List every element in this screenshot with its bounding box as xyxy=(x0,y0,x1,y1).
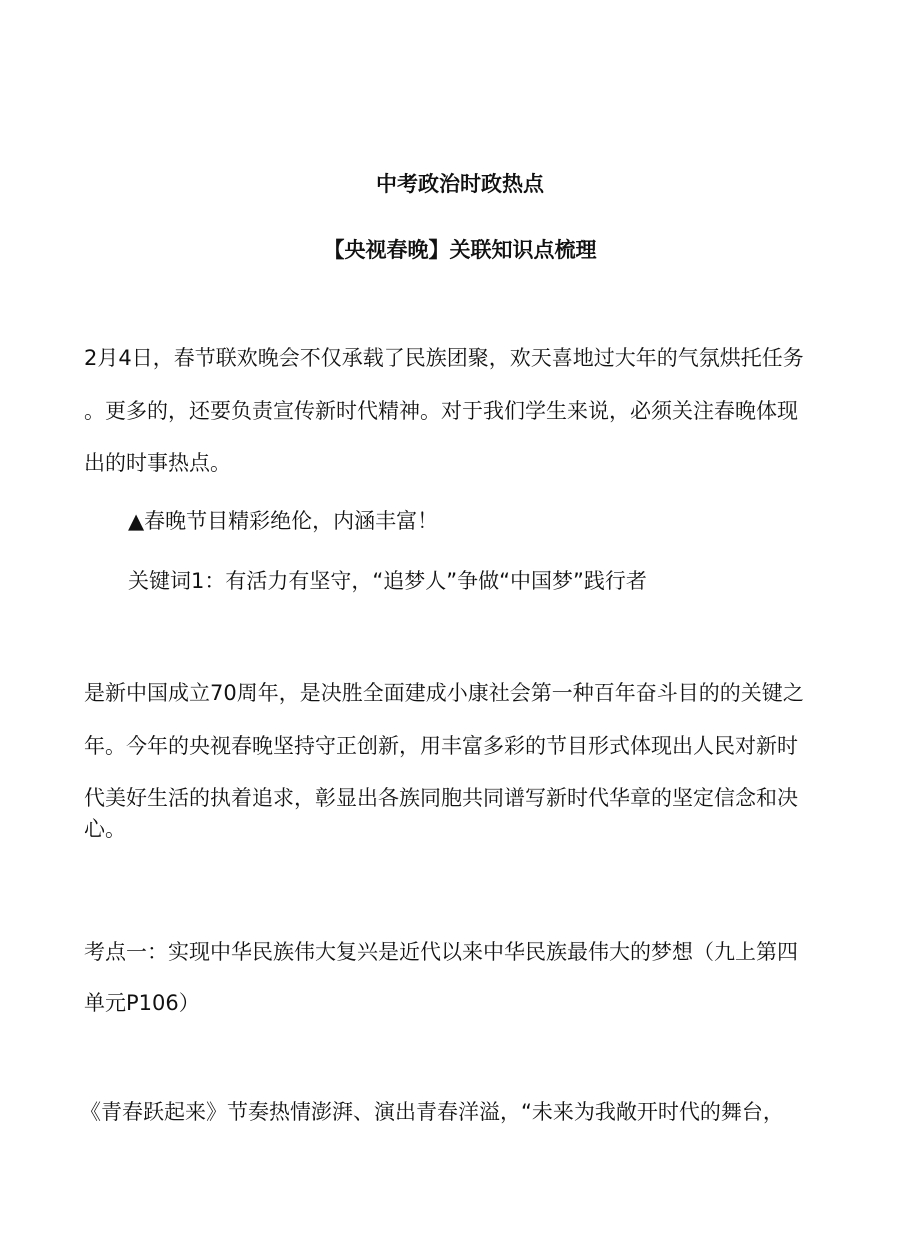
paragraph-line: 2月4日，春节联欢晚会不仅承载了民族团聚，欢天喜地过大年的气氛烘托任务 xyxy=(84,346,804,370)
document-subtitle: 【央视春晚】关联知识点梳理 xyxy=(323,238,597,262)
document-title: 中考政治时政热点 xyxy=(376,172,544,196)
paragraph-line: 《青春跃起来》节奏热情澎湃、演出青春洋溢，“未来为我敞开时代的舞台， xyxy=(80,1100,784,1124)
highlight-heading: ▲春晚节目精彩绝伦，内涵丰富！ xyxy=(128,509,439,533)
exam-point-line: 单元P106） xyxy=(84,991,200,1015)
paragraph-line: 是新中国成立70周年，是决胜全面建成小康社会第一种百年奋斗目的的关键之 xyxy=(84,681,804,705)
exam-point-line: 考点一：实现中华民族伟大复兴是近代以来中华民族最伟大的梦想（九上第四 xyxy=(84,940,798,964)
paragraph-line: 出的时事热点。 xyxy=(84,451,231,475)
paragraph-line: 代美好生活的执着追求，彰显出各族同胞共同谱写新时代华章的坚定信念和决 xyxy=(84,786,798,810)
paragraph-line: 。更多的，还要负责宣传新时代精神。对于我们学生来说，必须关注春晚体现 xyxy=(84,399,798,423)
keyword-heading: 关键词1：有活力有坚守，“追梦人”争做“中国梦”践行者 xyxy=(128,569,647,593)
paragraph-line: 年。今年的央视春晚坚持守正创新，用丰富多彩的节目形式体现出人民对新时 xyxy=(84,734,798,758)
paragraph-line: 心。 xyxy=(84,817,126,841)
